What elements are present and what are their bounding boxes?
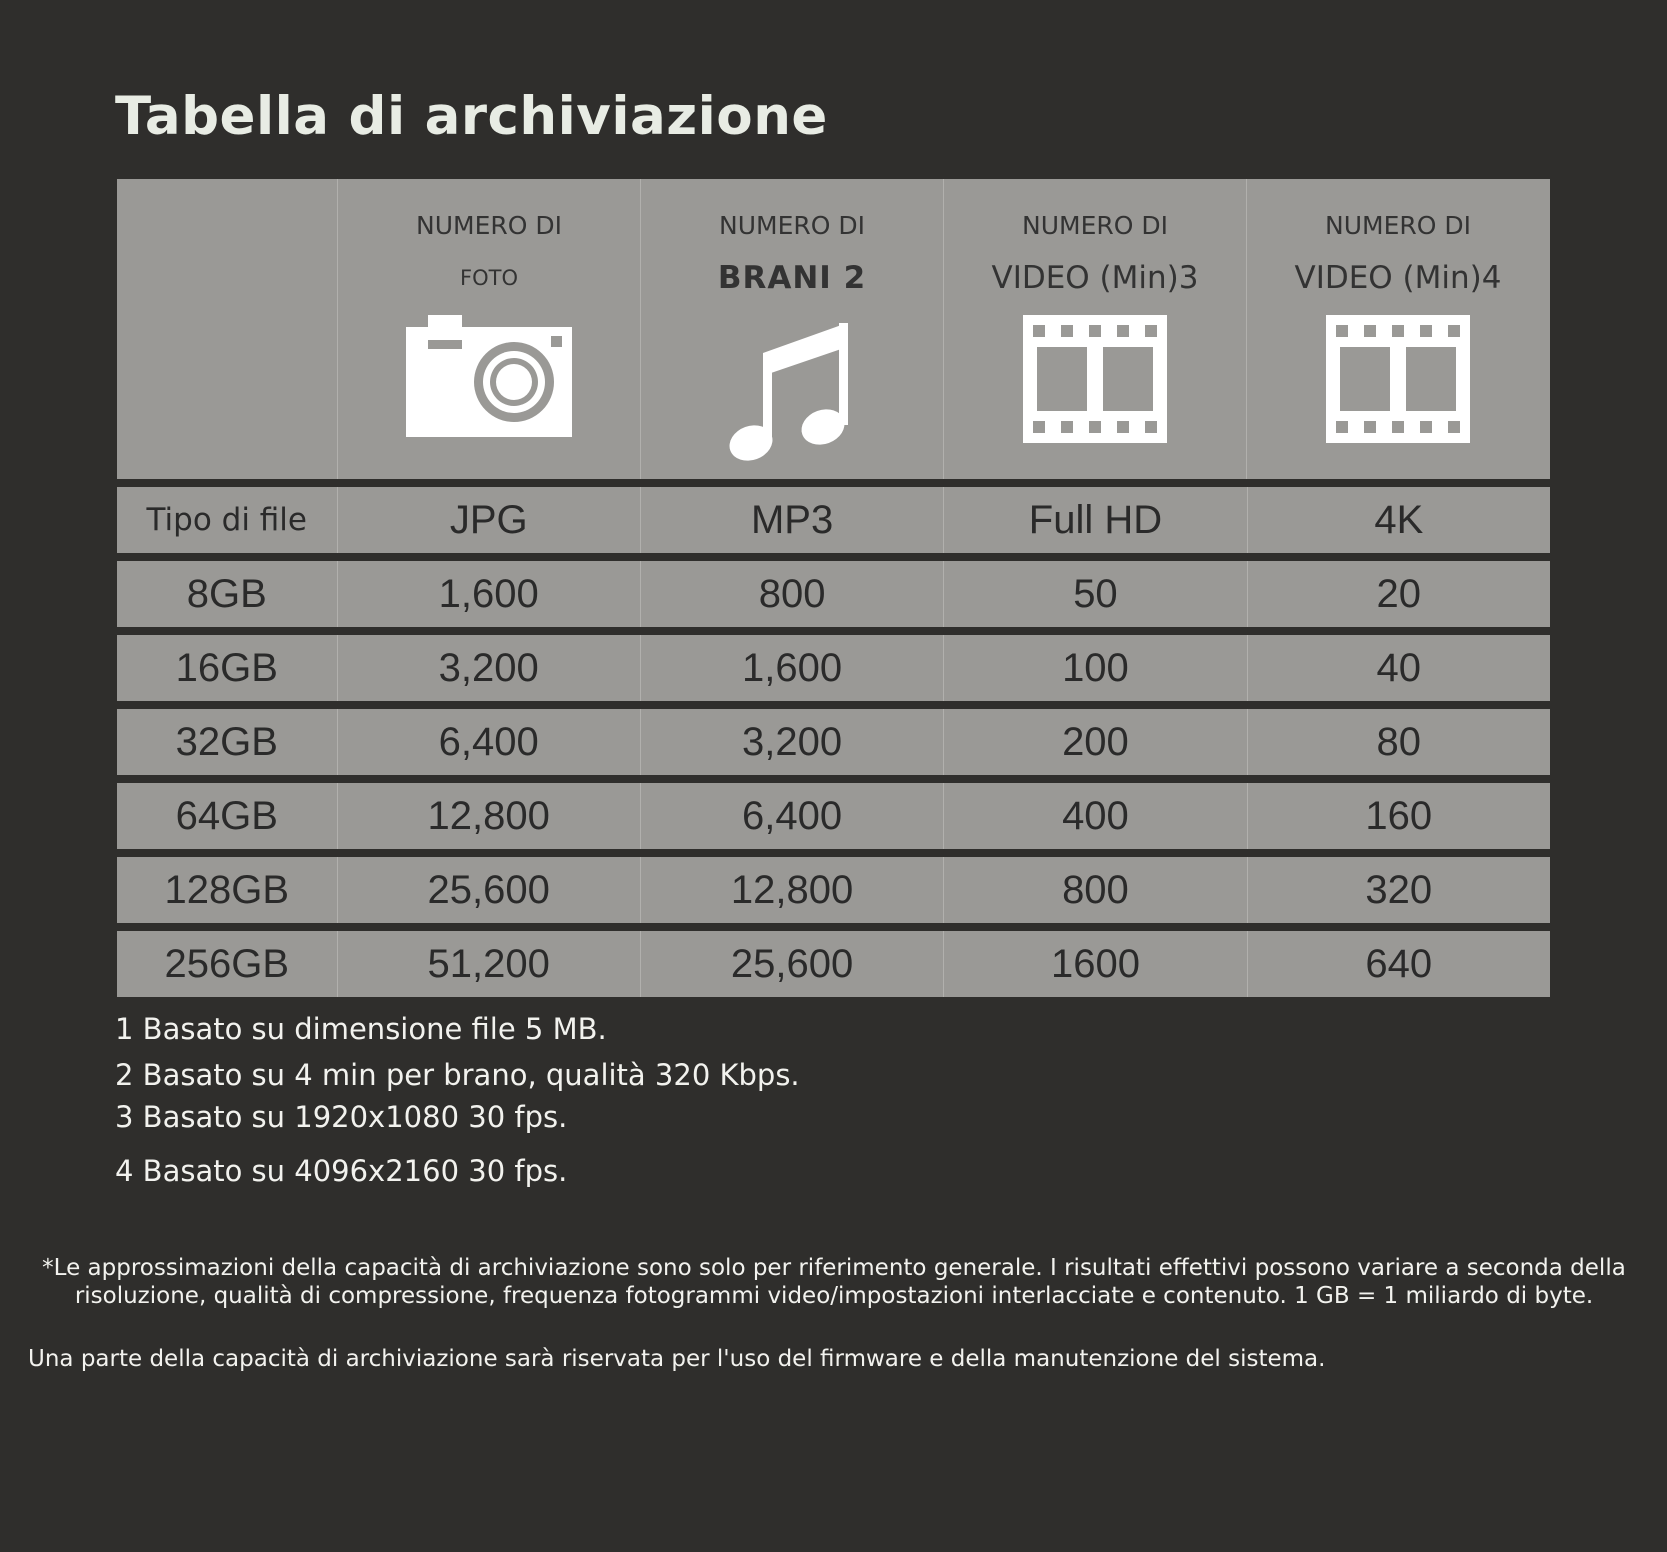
film-strip-icon [1023,315,1167,453]
table-cell: 1,600 [337,561,640,627]
film-strip-icon [1326,315,1470,453]
capacity-cell: 32GB [175,719,278,764]
table-row [117,857,1550,923]
table-cell: 3,200 [337,635,640,701]
header-line1: NUMERO DI [1022,211,1168,240]
table-cell: 1600 [943,931,1246,997]
header-line1: NUMERO DI [1325,211,1471,240]
table-cell: 25,600 [337,857,640,923]
header-line2: VIDEO (Min)4 [1294,260,1502,296]
capacity-cell: 64GB [175,793,278,838]
table-row [117,783,1550,849]
footnote: 2 Basato su 4 min per brano, qualità 320 Kbps. [115,1058,800,1092]
header-line2: FOTO [460,266,518,290]
capacity-cell: 8GB [186,571,267,616]
storage-table [117,179,1550,997]
header-line2: VIDEO (Min)3 [991,260,1199,296]
camera-icon [406,315,572,447]
table-cell: 6,400 [640,783,943,849]
table-cell: 4K [1247,487,1550,553]
page-title: Tabella di archiviazione [115,86,828,147]
header-songs [640,179,943,479]
header-line2: BRANI 2 [717,260,867,296]
table-cell: 3,200 [640,709,943,775]
music-note-icon [727,315,857,475]
footnote: 4 Basato su 4096x2160 30 fps. [115,1154,568,1188]
capacity-cell: 256GB [164,941,290,986]
table-row [117,561,1550,627]
table-cell: 1,600 [640,635,943,701]
table-cell: MP3 [640,487,943,553]
file-type-label: Tipo di file [146,502,307,538]
table-cell: 25,600 [640,931,943,997]
capacity-cell: 16GB [175,645,278,690]
table-header-row [117,179,1550,479]
header-photo [337,179,640,479]
file-type-row [117,487,1550,553]
table-cell: 50 [943,561,1246,627]
table-row [117,709,1550,775]
disclaimer: *Le approssimazioni della capacità di archiviazione sono solo per riferimento generale. I risultati effettivi possono variare a seconda della risoluzione, qualità di compressione, frequenza fotogrammi video/impostazioni interlacciate e contenuto. 1 GB = 1 miliardo di byte. [42,1255,1626,1309]
header-line1: NUMERO DI [719,211,865,240]
table-cell: 80 [1247,709,1550,775]
header-line1: NUMERO DI [416,211,562,240]
disclaimer-reserved: Una parte della capacità di archiviazione sarà riservata per l'uso del firmware e della manutenzione del sistema. [28,1346,1326,1372]
header-empty-cell [117,179,337,479]
table-row [117,931,1550,997]
table-cell: 320 [1247,857,1550,923]
table-cell: 800 [640,561,943,627]
table-cell: 640 [1247,931,1550,997]
footnote: 3 Basato su 1920x1080 30 fps. [115,1100,568,1134]
header-4k-video [1246,179,1549,479]
footnote: 1 Basato su dimensione file 5 MB. [115,1012,607,1046]
table-cell: 160 [1247,783,1550,849]
table-cell: 200 [943,709,1246,775]
header-fullhd-video [943,179,1246,479]
table-cell: Full HD [943,487,1246,553]
table-cell: 20 [1247,561,1550,627]
table-cell: 12,800 [337,783,640,849]
table-cell: 40 [1247,635,1550,701]
table-row [117,635,1550,701]
table-cell: 800 [943,857,1246,923]
table-cell: 100 [943,635,1246,701]
table-cell: 51,200 [337,931,640,997]
table-cell: 6,400 [337,709,640,775]
capacity-cell: 128GB [164,867,290,912]
table-cell: JPG [337,487,640,553]
table-cell: 12,800 [640,857,943,923]
table-cell: 400 [943,783,1246,849]
